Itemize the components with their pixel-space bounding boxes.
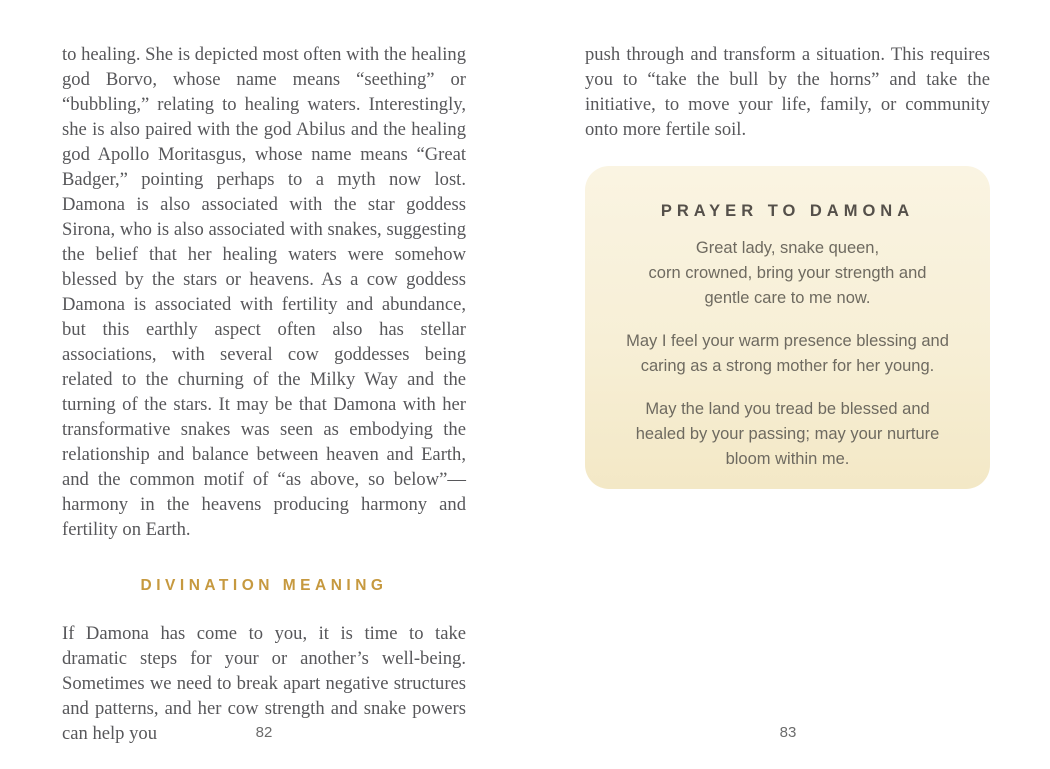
divination-meaning-heading: DIVINATION MEANING — [140, 577, 388, 594]
page-number-left: 82 — [255, 724, 273, 741]
prayer-stanza-1: Great lady, snake queen, corn crowned, bring your strength and gentle care to me now. — [648, 239, 927, 307]
page-number-right: 83 — [779, 724, 797, 741]
prayer-stanza-2: May I feel your warm presence blessing and caring as a strong mother for her young. — [626, 332, 949, 375]
prayer-box — [585, 166, 990, 489]
right-page — [585, 0, 990, 489]
right-page-paragraph-1: push through and transform a situation. This requires you to “take the bull by the horns” and take the initiative, to move your life, family, or community onto more fertile soil. — [585, 44, 990, 140]
left-page-paragraph-2: If Damona has come to you, it is time to take dramatic steps for your or another’s well-being. Sometimes we need to break apart negative structures and patterns, and her cow strength and snake powers can help you — [62, 623, 466, 744]
prayer-stanza-3: May the land you tread be blessed and healed by your passing; may your nurture bloom within me. — [635, 400, 940, 468]
prayer-title: PRAYER TO DAMONA — [660, 202, 915, 220]
left-page — [62, 0, 466, 746]
left-page-paragraph-1: to healing. She is depicted most often with the healing god Borvo, whose name means “seething” or “bubbling,” relating to healing waters. Interestingly, she is also paired with the god Abilus and the healing god Apollo Moritasgus, whose name means “Great Badger,” pointing perhaps to a myth now lost. Damona is also associated with the star goddess Sirona, who is also associated with snakes, suggesting the belief that her healing waters were somehow blessed by the stars or heavens. As a cow goddess Damona is associated with fertility and abundance, but this earthly aspect often also has stellar associations, with several cow goddesses being related to the churning of the Milky Way and the turning of the stars. It may be that Damona with her transformative snakes was seen as embodying the relationship and balance between heaven and Earth, and the common motif of “as above, so below”—harmony in the heavens producing harmony and fertility on Earth. — [62, 44, 466, 540]
